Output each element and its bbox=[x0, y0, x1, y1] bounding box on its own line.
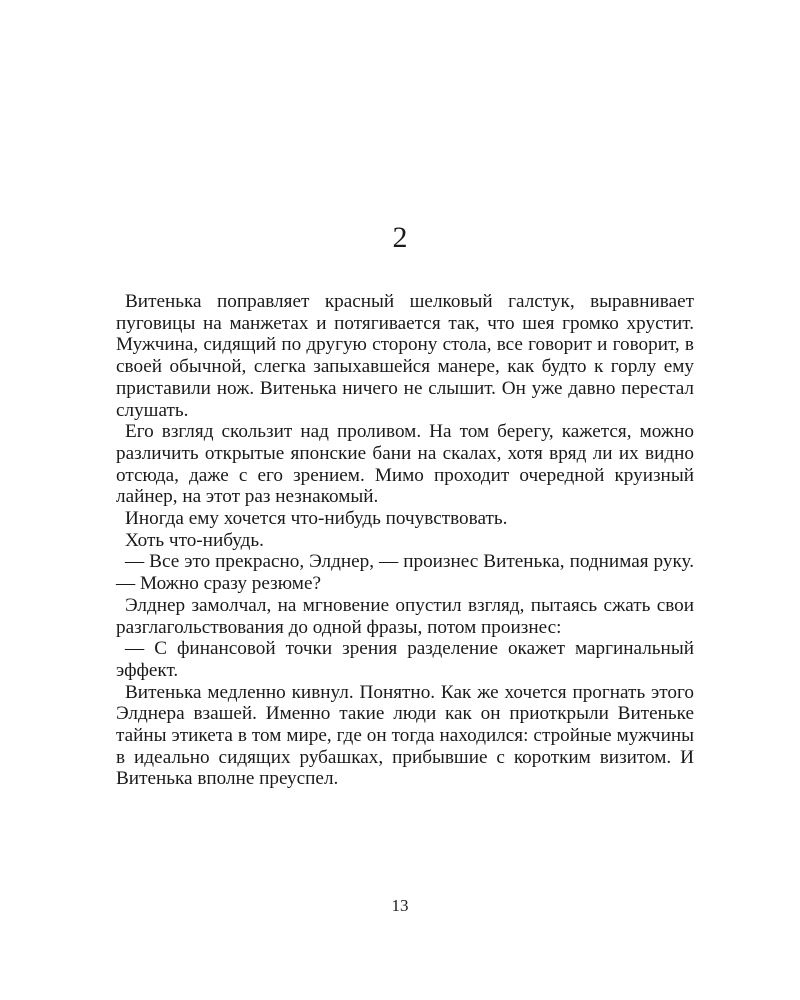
dialogue-paragraph: — Все это прекрасно, Элднер, — произнес Витенька, поднимая руку. — Можно сразу резюме? bbox=[116, 551, 694, 595]
chapter-number: 2 bbox=[392, 221, 408, 254]
page-number: 13 bbox=[391, 896, 409, 915]
dialogue-paragraph: — С финансовой точки зрения разделение окажет маргинальный эффект. bbox=[116, 638, 694, 681]
paragraph: Его взгляд скользит над проливом. На том берегу, кажется, можно различить открытые японские бани на скалах, хотя вряд ли их видно отсюда, даже с его зрением. Мимо проходит очередной круизный лайнер, на этот раз незнакомый. bbox=[116, 421, 694, 508]
paragraph: Иногда ему хочется что-нибудь почувствовать. bbox=[125, 508, 508, 530]
body-text bbox=[116, 291, 694, 790]
paragraph: Хоть что-нибудь. bbox=[125, 529, 264, 551]
paragraph: Витенька поправляет красный шелковый галстук, выравнивает пуговицы на манжетах и потягивается так, что шея громко хрустит. Мужчина, сидящий по другую сторону стола, все говорит и говорит, в своей обычной, слегка запыхавшейся манере, как будто к горлу ему приставили нож. Витенька ничего не слышит. Он уже давно перестал слушать. bbox=[116, 291, 694, 421]
paragraph: Витенька медленно кивнул. Понятно. Как же хочется прогнать этого Элднера взашей. Именно такие люди как он приоткрыли Витеньке тайны этикета в том мире, где он тогда находился: стройные мужчины в идеально сидящих рубашках, прибывшие с коротким визитом. И Витенька вполне преуспел. bbox=[116, 681, 694, 790]
paragraph: Элднер замолчал, на мгновение опустил взгляд, пытаясь сжать свои разглагольствования до одной фразы, потом произнес: bbox=[116, 594, 694, 638]
